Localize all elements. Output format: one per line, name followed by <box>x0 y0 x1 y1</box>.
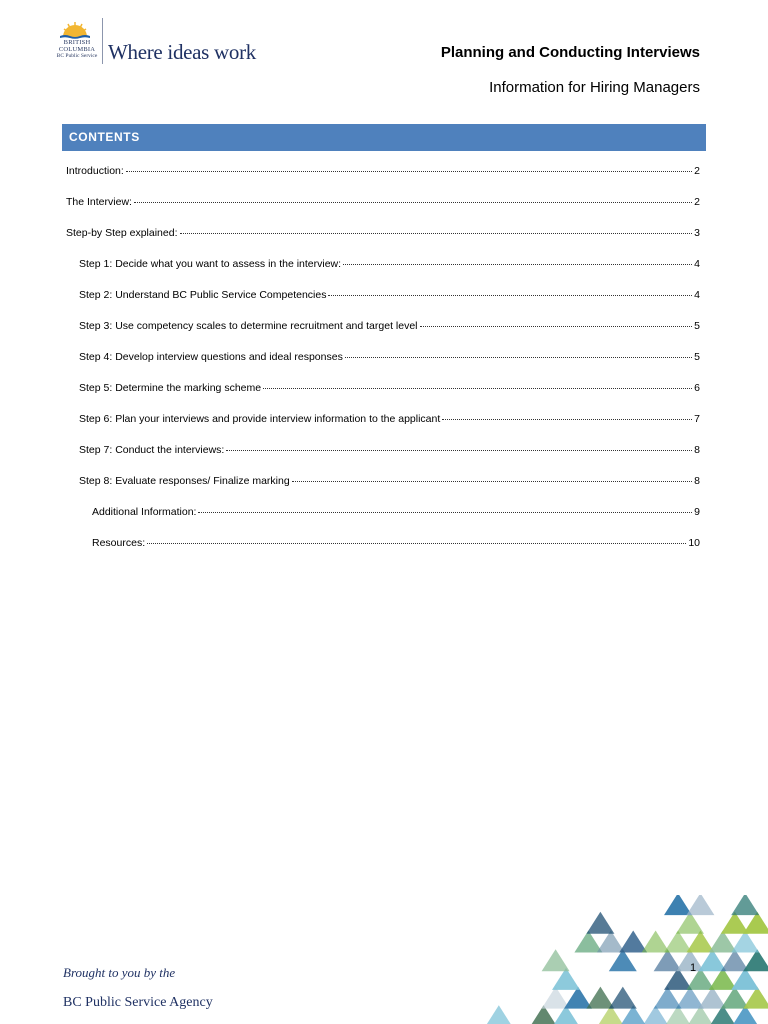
toc-entry[interactable] <box>66 289 700 320</box>
toc-entry-label: Step 5: Determine the marking scheme <box>79 382 262 394</box>
contents-heading: CONTENTS <box>69 130 140 144</box>
mosaic-triangle <box>609 987 637 1009</box>
mosaic-triangle <box>542 949 570 971</box>
triangle-mosaic-art <box>440 895 768 1024</box>
toc-entry-label: Step 6: Plan your interviews and provide interview information to the applicant <box>79 413 441 425</box>
toc-entry-page: 9 <box>694 506 700 518</box>
toc-dot-leader <box>263 388 692 389</box>
tagline: Where ideas work <box>108 40 256 64</box>
mosaic-triangle <box>731 895 759 915</box>
mosaic-triangle <box>642 931 670 953</box>
toc-entry-page: 3 <box>694 227 700 239</box>
toc-entry[interactable] <box>66 506 700 537</box>
toc-dot-leader <box>343 264 692 265</box>
toc-dot-leader <box>442 419 692 420</box>
document-subtitle: Information for Hiring Managers <box>489 79 700 96</box>
sun-icon <box>60 19 90 39</box>
toc-entry-label: Resources: <box>92 537 146 549</box>
toc-entry[interactable] <box>66 444 700 475</box>
table-of-contents <box>66 165 700 568</box>
toc-entry-label: Step-by Step explained: <box>66 227 178 239</box>
contents-heading-bar <box>62 124 706 151</box>
document-title: Planning and Conducting Interviews <box>440 44 700 61</box>
toc-entry[interactable] <box>66 196 700 227</box>
toc-entry[interactable] <box>66 413 700 444</box>
toc-entry-label: Step 1: Decide what you want to assess in the interview: <box>79 258 342 270</box>
mosaic-triangle <box>586 912 614 934</box>
toc-entry-page: 7 <box>694 413 700 425</box>
mosaic-triangle <box>664 895 692 915</box>
toc-entry[interactable] <box>66 537 700 568</box>
logo-text-bc-public-service: BC Public Service <box>56 53 98 59</box>
toc-entry-label: Introduction: <box>66 165 124 177</box>
toc-entry-page: 5 <box>694 351 700 363</box>
toc-dot-leader <box>147 543 686 544</box>
mosaic-triangle <box>686 895 714 915</box>
mosaic-triangle <box>552 968 580 990</box>
toc-entry[interactable] <box>66 382 700 413</box>
toc-entry[interactable] <box>66 351 700 382</box>
toc-entry-label: Step 7: Conduct the interviews: <box>79 444 225 456</box>
toc-dot-leader <box>198 512 692 513</box>
mosaic-triangle <box>664 968 692 990</box>
footer-brought-by: Brought to you by the <box>63 965 176 980</box>
toc-entry-page: 8 <box>694 444 700 456</box>
toc-entry[interactable] <box>66 475 700 506</box>
mosaic-triangle <box>485 1005 513 1024</box>
toc-dot-leader <box>134 202 692 203</box>
toc-dot-leader <box>345 357 692 358</box>
toc-entry-label: Additional Information: <box>92 506 197 518</box>
toc-entry-label: Step 3: Use competency scales to determine recruitment and target level <box>79 320 418 332</box>
toc-entry-page: 5 <box>694 320 700 332</box>
toc-entry[interactable] <box>66 320 700 351</box>
toc-entry-page: 4 <box>694 258 700 270</box>
toc-dot-leader <box>226 450 692 451</box>
toc-entry-page: 10 <box>688 537 700 549</box>
toc-entry-page: 4 <box>694 289 700 301</box>
page-number: 1 <box>690 962 697 974</box>
toc-entry-label: The Interview: <box>66 196 132 208</box>
toc-dot-leader <box>180 233 693 234</box>
toc-dot-leader <box>328 295 692 296</box>
mosaic-triangle <box>731 968 759 990</box>
toc-dot-leader <box>420 326 693 327</box>
toc-entry-page: 8 <box>694 475 700 487</box>
bc-logo <box>54 16 254 68</box>
mosaic-triangle <box>619 931 647 953</box>
toc-dot-leader <box>292 481 692 482</box>
logo-text-british: BRITISH <box>63 39 91 46</box>
bc-sun-logo-icon <box>54 16 98 64</box>
toc-dot-leader <box>126 171 692 172</box>
mosaic-triangle <box>709 968 737 990</box>
logo-text-columbia: COLUMBIA <box>58 46 96 53</box>
toc-entry[interactable] <box>66 258 700 289</box>
toc-entry-label: Step 4: Develop interview questions and ideal responses <box>79 351 343 363</box>
toc-entry-page: 2 <box>694 165 700 177</box>
toc-entry-label: Step 2: Understand BC Public Service Competencies <box>79 289 327 301</box>
toc-entry[interactable] <box>66 227 700 258</box>
toc-entry-page: 2 <box>694 196 700 208</box>
toc-entry-label: Step 8: Evaluate responses/ Finalize marking <box>79 475 290 487</box>
toc-entry-page: 6 <box>694 382 700 394</box>
footer-agency: BC Public Service Agency <box>63 995 213 1010</box>
toc-entry[interactable] <box>66 165 700 196</box>
logo-divider <box>102 18 103 64</box>
mosaic-triangle <box>586 987 614 1009</box>
